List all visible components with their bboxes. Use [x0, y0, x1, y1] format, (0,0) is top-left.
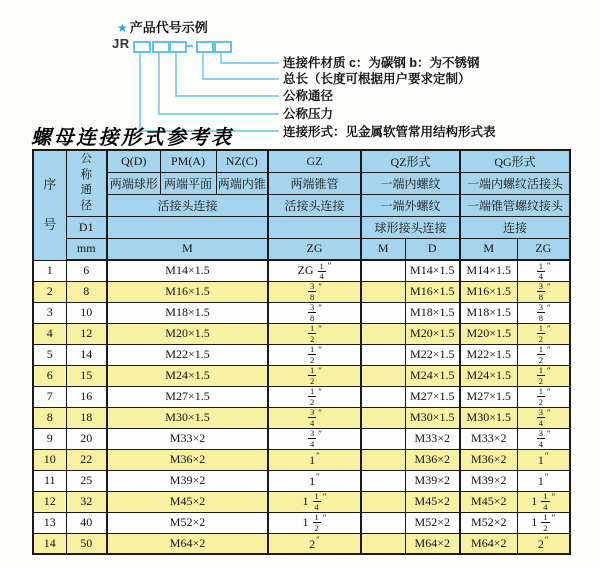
cell-gz: ZG $\frac{1}{4}$ ″	[268, 260, 361, 281]
table-row	[33, 428, 570, 449]
label-nominal-diameter: 公称通径	[283, 89, 334, 103]
cell-mm: 6	[66, 260, 107, 281]
header-qz-sub1: 一端内螺纹	[361, 172, 460, 194]
cell-qz-m	[361, 428, 405, 449]
cell-qg-zg: $\frac{1}{2}$ ″	[517, 386, 570, 407]
cell-m: M14×1.5	[107, 260, 268, 281]
cell-m: M24×1.5	[107, 365, 268, 386]
cell-qg-zg: 1″	[517, 470, 570, 491]
cell-qg-m: M20×1.5	[460, 323, 517, 344]
cell-gz: $\frac{3}{8}$ ″	[268, 302, 361, 323]
cell-seq: 9	[33, 428, 66, 449]
header-qg-connection: 连接	[460, 216, 570, 238]
cell-qg-zg: $\frac{1}{2}$ ″	[517, 344, 570, 365]
cell-mm: 16	[66, 386, 107, 407]
header-blank	[107, 216, 268, 238]
cell-qg-m: M45×2	[460, 491, 517, 512]
cell-qg-zg: $\frac{3}{8}$ ″	[517, 281, 570, 302]
cell-qz-m	[361, 470, 405, 491]
cell-mm: 25	[66, 470, 107, 491]
cell-seq: 12	[33, 491, 66, 512]
table-row	[33, 386, 570, 407]
code-prefix: JR	[112, 36, 130, 51]
cell-qg-m: M22×1.5	[460, 344, 517, 365]
cell-qz-m	[361, 407, 405, 428]
cell-gz: 1 $\frac{1}{4}$ ″	[268, 491, 361, 512]
cell-seq: 7	[33, 386, 66, 407]
header-mm: mm	[66, 238, 107, 260]
cell-qg-m: M33×2	[460, 428, 517, 449]
table-row	[33, 344, 570, 365]
cell-m: M33×2	[107, 428, 268, 449]
header-col-gz: GZ	[268, 150, 361, 172]
cell-qz-d: M33×2	[405, 428, 460, 449]
cell-qz-d: M64×2	[405, 533, 460, 554]
header-qg-sub2: 一端锥管螺纹接头	[460, 194, 570, 216]
cell-qg-zg: 2″	[517, 533, 570, 554]
cell-mm: 15	[66, 365, 107, 386]
cell-m: M27×1.5	[107, 386, 268, 407]
cell-qz-m	[361, 533, 405, 554]
cell-m: M52×2	[107, 512, 268, 533]
diagram-title-text: 产品代号示例	[129, 20, 208, 35]
header-gz-connection: 活接头连接	[268, 194, 361, 216]
cell-qg-zg: $\frac{3}{4}$ ″	[517, 407, 570, 428]
table-row	[33, 365, 570, 386]
connector-line	[203, 51, 279, 79]
header-qg-zg: ZG	[517, 238, 570, 260]
cell-qg-zg: 1 $\frac{1}{2}$ ″	[517, 512, 570, 533]
cell-mm: 10	[66, 302, 107, 323]
label-total-length: 总长（长度可根据用户要求定制）	[283, 72, 471, 86]
header-dn-text: 公称通径	[80, 153, 92, 212]
label-connection-form: 连接形式：见金属软管常用结构形式表	[283, 125, 496, 139]
cell-qz-d: M14×1.5	[405, 260, 460, 281]
cell-qz-m	[361, 302, 405, 323]
header-qz-m: M	[361, 238, 405, 260]
header-col-nz: NZ(C)	[216, 150, 268, 172]
cell-seq: 2	[33, 281, 66, 302]
header-col-q: Q(D)	[107, 150, 160, 172]
cell-qg-zg: $\frac{1}{2}$ ″	[517, 365, 570, 386]
cell-qg-zg: 1 $\frac{1}{4}$ ″	[517, 491, 570, 512]
cell-mm: 8	[66, 281, 107, 302]
table-row	[33, 281, 570, 302]
cell-qg-zg: $\frac{1}{4}$ ″	[517, 260, 570, 281]
cell-m: M36×2	[107, 449, 268, 470]
cell-qg-m: M52×2	[460, 512, 517, 533]
cell-qz-m	[361, 491, 405, 512]
cell-mm: 18	[66, 407, 107, 428]
cell-seq: 1	[33, 260, 66, 281]
cell-gz: $\frac{1}{2}$ ″	[268, 323, 361, 344]
header-nz-sub: 两端内锥	[216, 172, 268, 194]
cell-gz: 1″	[268, 470, 361, 491]
cell-qz-m	[361, 365, 405, 386]
cell-seq: 5	[33, 344, 66, 365]
cell-qz-m	[361, 323, 405, 344]
cell-mm: 32	[66, 491, 107, 512]
header-pm-sub: 两端平面	[160, 172, 216, 194]
cell-m: M20×1.5	[107, 323, 268, 344]
table-row	[33, 323, 570, 344]
cell-seq: 11	[33, 470, 66, 491]
cell-qg-m: M27×1.5	[460, 386, 517, 407]
cell-mm: 12	[66, 323, 107, 344]
table-row	[33, 449, 570, 470]
header-qz-d: D	[405, 238, 460, 260]
header-qg-m: M	[460, 238, 517, 260]
header-seq-text: 序号	[43, 177, 57, 233]
cell-gz: $\frac{3}{8}$ ″	[268, 281, 361, 302]
header-union-connection: 活接头连接	[107, 194, 268, 216]
cell-qz-d: M27×1.5	[405, 386, 460, 407]
cell-gz: $\frac{1}{2}$ ″	[268, 344, 361, 365]
cell-qz-d: M16×1.5	[405, 281, 460, 302]
cell-qg-zg: $\frac{1}{2}$ ″	[517, 323, 570, 344]
cell-m: M39×2	[107, 470, 268, 491]
header-seq	[33, 150, 66, 260]
cell-qg-zg: $\frac{3}{4}$ ″	[517, 428, 570, 449]
cell-qz-m	[361, 281, 405, 302]
header-col-pm: PM(A)	[160, 150, 216, 172]
label-nominal-pressure: 公称压力	[283, 107, 334, 121]
nut-connection-table	[32, 149, 571, 555]
cell-qg-m: M36×2	[460, 449, 517, 470]
cell-m: M16×1.5	[107, 281, 268, 302]
table-row	[33, 533, 570, 554]
cell-qg-m: M18×1.5	[460, 302, 517, 323]
table-row	[33, 470, 570, 491]
cell-qz-d: M30×1.5	[405, 407, 460, 428]
cell-seq: 14	[33, 533, 66, 554]
cell-qg-m: M14×1.5	[460, 260, 517, 281]
header-col-qg: QG形式	[460, 150, 570, 172]
cell-gz: 2″	[268, 533, 361, 554]
cell-seq: 13	[33, 512, 66, 533]
header-q-sub: 两端球形	[107, 172, 160, 194]
cell-m: M22×1.5	[107, 344, 268, 365]
cell-qz-m	[361, 344, 405, 365]
table-row	[33, 512, 570, 533]
cell-qg-m: M39×2	[460, 470, 517, 491]
cell-qg-m: M30×1.5	[460, 407, 517, 428]
header-col-qz: QZ形式	[361, 150, 460, 172]
cell-seq: 8	[33, 407, 66, 428]
cell-qg-m: M16×1.5	[460, 281, 517, 302]
cell-mm: 14	[66, 344, 107, 365]
header-qg-sub1: 一端内螺纹活接头	[460, 172, 570, 194]
cell-mm: 20	[66, 428, 107, 449]
cell-qz-m	[361, 260, 405, 281]
table-row	[33, 260, 570, 281]
header-dn	[66, 150, 107, 216]
cell-qg-m: M24×1.5	[460, 365, 517, 386]
cell-gz: $\frac{1}{2}$ ″	[268, 386, 361, 407]
header-qz-connection: 球形接头连接	[361, 216, 460, 238]
cell-qz-d: M36×2	[405, 449, 460, 470]
table-title: 螺母连接形式参考表	[31, 127, 234, 149]
cell-seq: 6	[33, 365, 66, 386]
cell-qz-d: M24×1.5	[405, 365, 460, 386]
cell-m: M30×1.5	[107, 407, 268, 428]
cell-qz-d: M39×2	[405, 470, 460, 491]
header-blank	[268, 216, 361, 238]
cell-qg-m: M64×2	[460, 533, 517, 554]
star-icon: ★	[117, 21, 128, 35]
cell-qg-zg: 1″	[517, 449, 570, 470]
cell-qz-d: M45×2	[405, 491, 460, 512]
header-d1: D1	[66, 216, 107, 238]
table-row	[33, 302, 570, 323]
cell-qz-d: M18×1.5	[405, 302, 460, 323]
cell-seq: 4	[33, 323, 66, 344]
connector-line	[221, 51, 279, 63]
cell-qg-zg: $\frac{3}{8}$ ″	[517, 302, 570, 323]
cell-qz-d: M52×2	[405, 512, 460, 533]
label-material: 连接件材质 c：为碳钢 b：为不锈钢	[283, 56, 480, 70]
table-row	[33, 407, 570, 428]
cell-qz-m	[361, 386, 405, 407]
cell-qz-d: M20×1.5	[405, 323, 460, 344]
table-row	[33, 491, 570, 512]
cell-gz: $\frac{3}{4}$ ″	[268, 428, 361, 449]
cell-seq: 10	[33, 449, 66, 470]
header-qz-sub2: 一端外螺纹	[361, 194, 460, 216]
cell-m: M45×2	[107, 491, 268, 512]
header-gz-sub: 两端锥管	[268, 172, 361, 194]
cell-qz-m	[361, 449, 405, 470]
cell-seq: 3	[33, 302, 66, 323]
cell-mm: 40	[66, 512, 107, 533]
cell-qz-m	[361, 512, 405, 533]
cell-mm: 22	[66, 449, 107, 470]
cell-m: M18×1.5	[107, 302, 268, 323]
header-m-wide: M	[107, 238, 268, 260]
cell-gz: 1″	[268, 449, 361, 470]
cell-m: M64×2	[107, 533, 268, 554]
connector-line	[176, 51, 279, 96]
cell-mm: 50	[66, 533, 107, 554]
cell-gz: $\frac{3}{4}$ ″	[268, 407, 361, 428]
cell-gz: $\frac{1}{2}$ ″	[268, 365, 361, 386]
cell-gz: 1 $\frac{1}{2}$ ″	[268, 512, 361, 533]
connector-line	[159, 51, 279, 114]
header-zg: ZG	[268, 238, 361, 260]
cell-qz-d: M22×1.5	[405, 344, 460, 365]
